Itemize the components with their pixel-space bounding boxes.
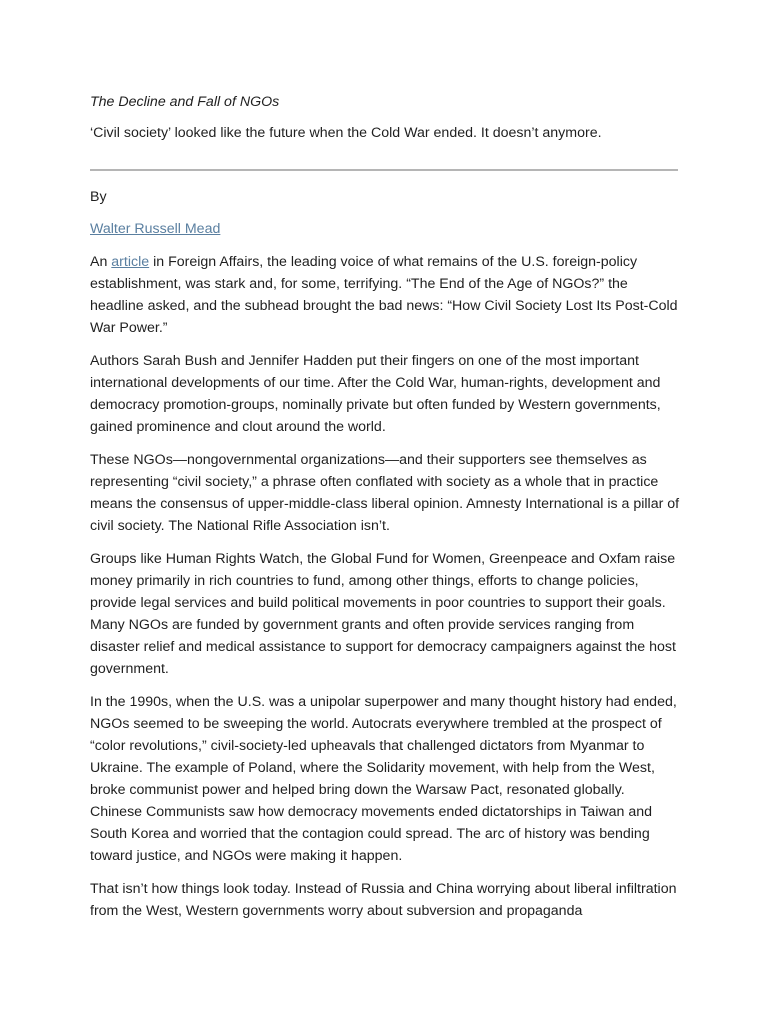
paragraph-2: Authors Sarah Bush and Jennifer Hadden put their fingers on one of the most important international developments of our time. After the Cold War, human-rights, development and democracy promotion-groups, nominally private but often funded by Western governments, gained prominence and clout around the world. (90, 353, 661, 435)
author-link[interactable]: Walter Russell Mead (90, 221, 221, 237)
paragraph-1-prefix: An (90, 254, 112, 270)
paragraph-1-suffix: in Foreign Affairs, the leading voice of what remains of the U.S. foreign-policy establishment, was stark and, for some, terrifying. “The End of the Age of NGOs?” the headline asked, and the subhead brought the bad news: “How Civil Society Lost Its Post-Cold War Power.” (90, 254, 678, 336)
byline-label: By (90, 189, 107, 205)
article-kicker: The Decline and Fall of NGOs (90, 94, 280, 110)
article-link[interactable]: article (111, 254, 150, 270)
paragraph-1 (90, 251, 680, 339)
paragraph-3: These NGOs—nongovernmental organizations—and their supporters see themselves as representing “civil society,” a phrase often conflated with society as a whole that in practice means the consensus of upper-middle-class liberal opinion. Amnesty International is a pillar of civil society. The National Rifle Association isn’t. (90, 452, 680, 534)
divider (90, 169, 678, 171)
article-dek: ‘Civil society’ looked like the future when the Cold War ended. It doesn’t anymore. (90, 125, 602, 141)
article (90, 92, 680, 933)
paragraph-6: That isn’t how things look today. Instead of Russia and China worrying about liberal infiltration from the West, Western governments worry about subversion and propaganda (90, 881, 677, 919)
paragraph-5: In the 1990s, when the U.S. was a unipolar superpower and many thought history had ended, NGOs seemed to be sweeping the world. Autocrats everywhere trembled at the prospect of “color revolutions,” civil-society-led upheavals that challenged dictators from Myanmar to Ukraine. The example of Poland, where the Solidarity movement, with help from the West, broke communist power and helped bring down the Warsaw Pact, resonated globally. Chinese Communists saw how democracy movements ended dictatorships in Taiwan and South Korea and worried that the contagion could spread. The arc of history was bending toward justice, and NGOs were making it happen. (90, 694, 677, 864)
paragraph-4: Groups like Human Rights Watch, the Global Fund for Women, Greenpeace and Oxfam raise money primarily in rich countries to fund, among other things, efforts to change policies, provide legal services and build political movements in poor countries to support their goals. Many NGOs are funded by government grants and often provide services ranging from disaster relief and medical assistance to support for democracy campaigners against the host government. (90, 551, 676, 677)
